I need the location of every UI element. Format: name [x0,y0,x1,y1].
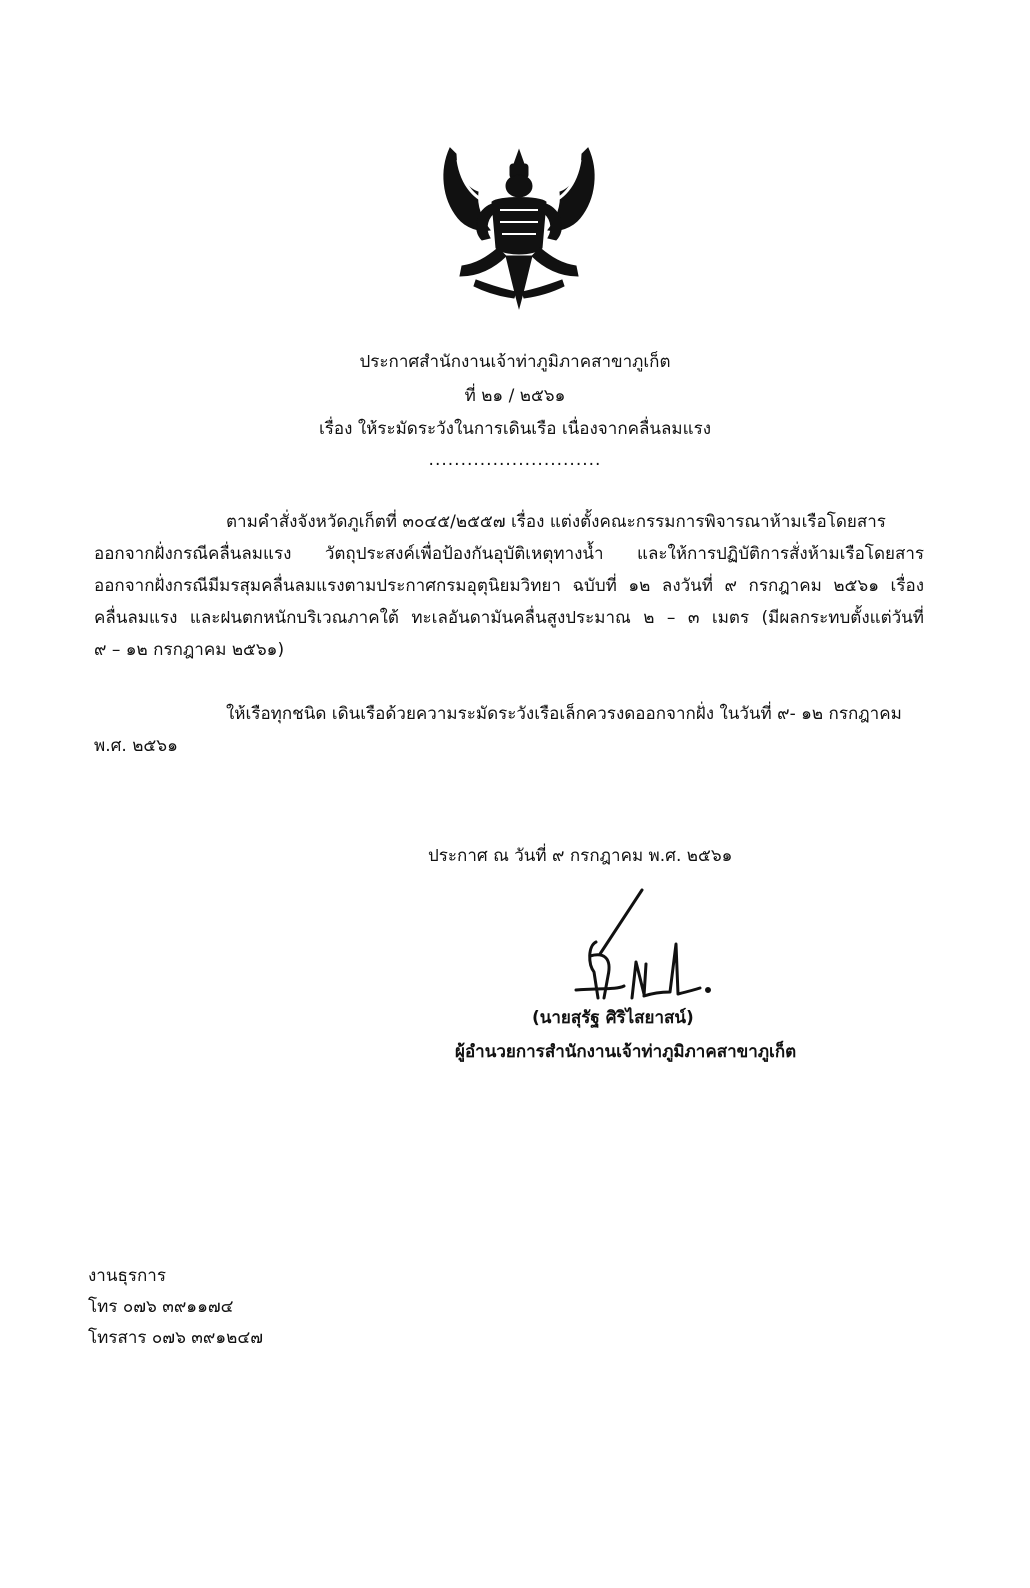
body-paragraph-1 [94,506,924,666]
announcement-number: ที่ ๒๑ / ๒๕๖๑ [464,386,566,406]
announce-date: ประกาศ ณ วันที่ ๙ กรกฎาคม พ.ศ. ๒๕๖๑ [428,846,733,866]
signatory-position: ผู้อำนวยการสำนักงานเจ้าท่าภูมิภาคสาขาภูเก็ต [455,1042,797,1062]
paragraph-1-line: ตามคำสั่งจังหวัดภูเก็ตที่ ๓๐๔๕/๒๕๕๗ เรื่อง แต่งตั้งคณะกรรมการพิจารณาห้ามเรือโดยสาร [226,512,886,532]
paragraph-2-line: พ.ศ. ๒๕๖๑ [94,736,178,756]
handwritten-signature-icon [560,886,720,1018]
signatory-name: (นายสุรัฐ ศิริไสยาสน์) [532,1008,694,1028]
announcement-title: ประกาศสำนักงานเจ้าท่าภูมิภาคสาขาภูเก็ต [359,352,671,372]
paragraph-1-line: ออกจากฝั่งกรณีมีมรสุมคลื่นลมแรงตามประกาศกรมอุตุนิยมวิทยา ฉบับที่ ๑๒ ลงวันที่ ๙ กรกฎาคม ๒๕๖๑ เรื่อง [94,576,924,596]
garuda-emblem-icon [436,140,602,312]
paragraph-1-line: ออกจากฝั่งกรณีคลื่นลมแรง วัตถุประสงค์เพื่อป้องกันอุบัติเหตุทางน้ำ และให้การปฏิบัติการสั่งห้ามเรือโดยสาร [94,544,924,564]
department-label: งานธุรการ [88,1266,166,1286]
announcement-subject: เรื่อง ให้ระมัดระวังในการเดินเรือ เนื่องจากคลื่นลมแรง [318,419,712,439]
fax-number: โทรสาร ๐๗๖ ๓๙๑๒๔๗ [88,1328,263,1348]
header-separator: ........................... [428,450,602,470]
phone-number: โทร ๐๗๖ ๓๙๑๑๗๔ [88,1297,234,1317]
paragraph-1-line: คลื่นลมแรง และฝนตกหนักบริเวณภาคใต้ ทะเลอันดามันคลื่นสูงประมาณ ๒ – ๓ เมตร (มีผลกระทบตั้งแต่วันที่ [94,608,924,628]
paragraph-2-line: ให้เรือทุกชนิด เดินเรือด้วยความระมัดระวังเรือเล็กควรงดออกจากฝั่ง ในวันที่ ๙- ๑๒ กรกฎาคม [226,704,902,724]
paragraph-1-line: ๙ – ๑๒ กรกฎาคม ๒๕๖๑) [94,640,285,660]
contact-block [88,1268,263,1361]
body-paragraph-2 [94,698,924,762]
